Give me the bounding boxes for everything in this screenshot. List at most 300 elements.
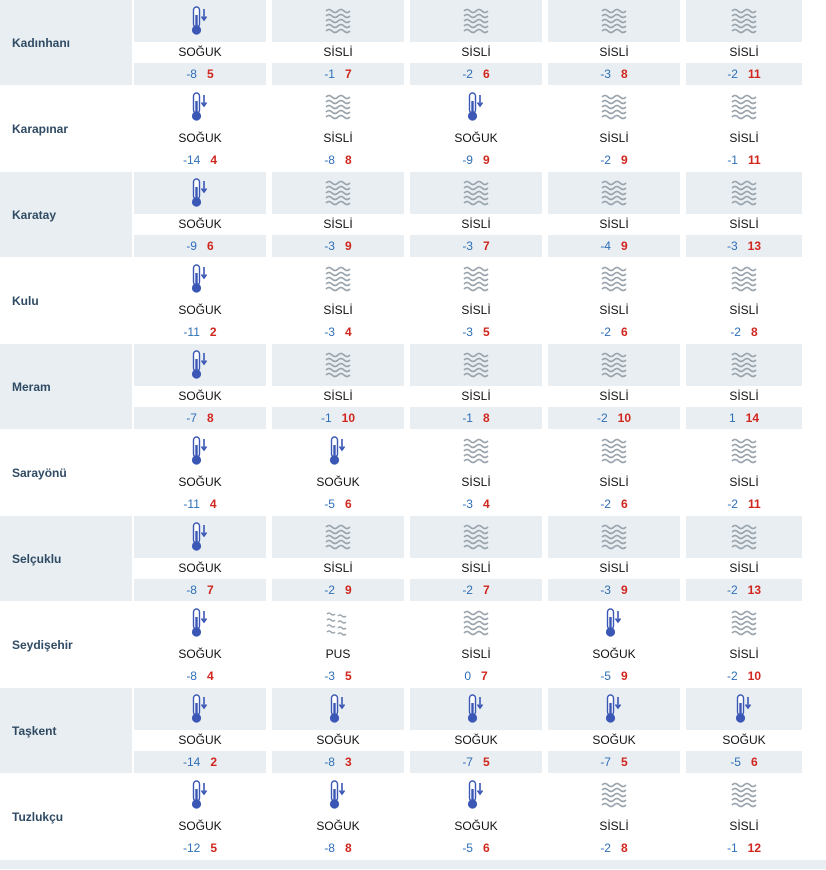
condition-label: SİSLİ (272, 558, 404, 580)
min-temp: 1 (728, 411, 736, 426)
condition-label: SİSLİ (548, 128, 680, 150)
min-temp: -9 (462, 153, 473, 168)
temperature-range (410, 665, 542, 687)
day-forecast-cell (410, 516, 548, 601)
fog-waves-icon (730, 352, 758, 378)
max-temp: 7 (482, 583, 490, 598)
temperature-range (134, 149, 266, 171)
day-forecast-cell (272, 86, 410, 171)
day-forecast-cell (548, 86, 686, 171)
max-temp: 9 (344, 239, 352, 254)
day-forecast-cell (548, 344, 686, 429)
condition-label: SİSLİ (410, 558, 542, 580)
day-forecast-cell (686, 774, 802, 859)
max-temp: 7 (481, 669, 488, 684)
max-temp: 7 (206, 583, 214, 598)
condition-label: SİSLİ (548, 42, 680, 64)
temperature-range (548, 579, 680, 601)
max-temp: 8 (482, 411, 490, 426)
max-temp: 9 (620, 669, 628, 684)
min-temp: -2 (462, 583, 473, 598)
thermometer-icon (328, 694, 348, 724)
day-forecast-cell (548, 0, 686, 85)
temperature-range (410, 407, 542, 429)
max-temp: 2 (210, 755, 218, 770)
max-temp: 8 (344, 841, 352, 856)
temperature-range (134, 837, 266, 859)
max-temp: 4 (209, 497, 217, 512)
day-forecast-cell (548, 172, 686, 257)
min-temp: -5 (324, 497, 335, 512)
min-temp: -2 (600, 497, 611, 512)
max-temp: 5 (482, 325, 490, 340)
condition-label: SOĞUK (134, 386, 266, 408)
district-name[interactable]: Sarayönü (0, 430, 134, 515)
min-temp: -2 (600, 153, 611, 168)
min-temp: -2 (727, 67, 738, 82)
temperature-range (272, 235, 404, 257)
min-temp: -3 (462, 497, 473, 512)
condition-label: SİSLİ (410, 386, 542, 408)
thermometer-icon (328, 780, 348, 810)
min-temp: -3 (600, 67, 611, 82)
district-name[interactable]: Karapınar (0, 86, 134, 171)
max-temp: 10 (747, 669, 762, 684)
temperature-range (686, 63, 802, 85)
min-temp: -1 (726, 841, 738, 856)
condition-label: SİSLİ (272, 386, 404, 408)
thermometer-icon (190, 694, 210, 724)
min-temp: -7 (600, 755, 611, 770)
min-temp: -2 (596, 411, 608, 426)
day-forecast-cell (410, 0, 548, 85)
condition-label: SİSLİ (686, 128, 802, 150)
day-forecast-cell (548, 688, 686, 773)
thermometer-icon (190, 522, 210, 552)
day-forecast-cell (410, 258, 548, 343)
temperature-range (134, 235, 266, 257)
fog-waves-icon (462, 610, 490, 636)
temperature-range (686, 321, 802, 343)
temperature-range (410, 149, 542, 171)
temperature-range (410, 63, 542, 85)
day-forecast-cell (134, 602, 272, 687)
day-forecast-cell (548, 774, 686, 859)
condition-label: SİSLİ (686, 42, 802, 64)
temperature-range (134, 493, 266, 515)
fog-waves-icon (324, 524, 352, 550)
min-temp: -8 (324, 755, 335, 770)
min-temp: -7 (462, 755, 473, 770)
fog-waves-icon (600, 266, 628, 292)
day-forecast-cell (548, 258, 686, 343)
min-temp: -2 (462, 67, 473, 82)
max-temp: 5 (482, 755, 490, 770)
min-temp: -8 (324, 841, 335, 856)
district-row (0, 0, 826, 86)
day-forecast-cell (272, 258, 410, 343)
min-temp: -2 (726, 583, 738, 598)
temperature-range (686, 493, 802, 515)
district-row (0, 86, 826, 172)
thermometer-icon (466, 92, 486, 122)
fog-waves-icon (600, 782, 628, 808)
temperature-range (548, 665, 680, 687)
condition-label: SOĞUK (548, 644, 680, 666)
temperature-range (410, 751, 542, 773)
min-temp: -2 (600, 841, 611, 856)
max-temp: 9 (620, 583, 628, 598)
temperature-range (548, 407, 680, 429)
condition-label: SİSLİ (410, 644, 542, 666)
min-temp: -1 (324, 67, 335, 82)
day-forecast-cell (686, 172, 802, 257)
max-temp: 6 (206, 239, 214, 254)
max-temp: 2 (209, 325, 217, 340)
district-name[interactable]: Karatay (0, 172, 134, 257)
fog-waves-icon (600, 94, 628, 120)
day-forecast-cell (686, 344, 802, 429)
temperature-range (134, 63, 266, 85)
fog-waves-icon (600, 352, 628, 378)
condition-label: SİSLİ (686, 816, 802, 838)
thermometer-icon (190, 436, 210, 466)
max-temp: 6 (482, 841, 490, 856)
fog-waves-icon (730, 266, 758, 292)
day-forecast-cell (272, 688, 410, 773)
thermometer-icon (328, 436, 348, 466)
max-temp: 5 (210, 841, 218, 856)
min-temp: -1 (320, 411, 332, 426)
day-forecast-cell (134, 0, 272, 85)
day-forecast-cell (134, 774, 272, 859)
temperature-range (134, 321, 266, 343)
day-forecast-cell (134, 430, 272, 515)
min-temp: -3 (462, 239, 473, 254)
temperature-range (548, 235, 680, 257)
district-row (0, 516, 826, 602)
condition-label: SİSLİ (548, 816, 680, 838)
max-temp: 9 (620, 153, 628, 168)
district-name[interactable]: Selçuklu (0, 516, 134, 601)
fog-waves-icon (462, 8, 490, 34)
min-temp: -8 (186, 583, 197, 598)
condition-label: SOĞUK (410, 730, 542, 752)
temperature-range (410, 493, 542, 515)
day-forecast-cell (410, 774, 548, 859)
temperature-range (410, 579, 542, 601)
district-name[interactable]: Meram (0, 344, 134, 429)
condition-label: SİSLİ (686, 386, 802, 408)
fog-waves-icon (324, 352, 352, 378)
min-temp: -4 (600, 239, 611, 254)
condition-label: SOĞUK (134, 42, 266, 64)
condition-label: SOĞUK (134, 816, 266, 838)
district-row (0, 688, 826, 774)
condition-label: SİSLİ (410, 214, 542, 236)
day-forecast-cell (272, 0, 410, 85)
max-temp: 13 (747, 239, 762, 254)
min-temp: -3 (462, 325, 473, 340)
temperature-range (686, 665, 802, 687)
max-temp: 13 (747, 583, 762, 598)
min-temp: -1 (727, 153, 738, 168)
condition-label: SİSLİ (686, 472, 802, 494)
district-row (0, 774, 826, 860)
day-forecast-cell (410, 172, 548, 257)
min-temp: -3 (324, 325, 335, 340)
min-temp: -9 (186, 239, 197, 254)
day-forecast-cell (686, 602, 802, 687)
temperature-range (410, 321, 542, 343)
condition-label: PUS (272, 644, 404, 666)
max-temp: 7 (344, 67, 352, 82)
min-temp: -12 (182, 841, 201, 856)
temperature-range (272, 63, 404, 85)
max-temp: 4 (344, 325, 352, 340)
temperature-range (272, 321, 404, 343)
max-temp: 7 (482, 239, 490, 254)
thermometer-icon (190, 6, 210, 36)
min-temp: -5 (730, 755, 741, 770)
max-temp: 8 (344, 153, 352, 168)
max-temp: 11 (747, 497, 761, 512)
condition-label: SOĞUK (272, 730, 404, 752)
district-name[interactable]: Taşkent (0, 688, 134, 773)
max-temp: 6 (620, 325, 628, 340)
condition-label: SİSLİ (686, 558, 802, 580)
thermometer-icon (190, 608, 210, 638)
fog-waves-icon (324, 180, 352, 206)
min-temp: 0 (464, 669, 471, 684)
condition-label: SİSLİ (272, 214, 404, 236)
max-temp: 8 (620, 67, 628, 82)
day-forecast-cell (548, 430, 686, 515)
max-temp: 4 (210, 153, 218, 168)
day-forecast-cell (686, 86, 802, 171)
day-forecast-cell (134, 688, 272, 773)
max-temp: 9 (620, 239, 628, 254)
condition-label: SİSLİ (686, 644, 802, 666)
temperature-range (410, 235, 542, 257)
min-temp: -14 (182, 755, 201, 770)
max-temp: 8 (620, 841, 628, 856)
day-forecast-cell (686, 0, 802, 85)
day-forecast-cell (134, 344, 272, 429)
temperature-range (686, 235, 802, 257)
condition-label: SİSLİ (272, 300, 404, 322)
max-temp: 12 (747, 841, 762, 856)
partial-row (0, 860, 826, 870)
temperature-range (686, 407, 802, 429)
temperature-range (686, 579, 802, 601)
min-temp: -8 (324, 153, 335, 168)
condition-label: SİSLİ (686, 214, 802, 236)
condition-label: SOĞUK (134, 300, 266, 322)
condition-label: SİSLİ (272, 42, 404, 64)
max-temp: 6 (750, 755, 758, 770)
condition-label: SİSLİ (410, 300, 542, 322)
max-temp: 6 (344, 497, 352, 512)
fog-waves-icon (324, 94, 352, 120)
max-temp: 6 (482, 67, 490, 82)
district-name[interactable]: Seydişehir (0, 602, 134, 687)
fog-waves-icon (730, 610, 758, 636)
temperature-range (272, 837, 404, 859)
thermometer-icon (604, 694, 624, 724)
thermometer-icon (466, 694, 486, 724)
min-temp: -3 (324, 239, 335, 254)
day-forecast-cell (548, 516, 686, 601)
max-temp: 11 (747, 153, 761, 168)
condition-label: SOĞUK (272, 816, 404, 838)
min-temp: -8 (186, 669, 197, 684)
condition-label: SİSLİ (548, 300, 680, 322)
temperature-range (548, 63, 680, 85)
temperature-range (548, 149, 680, 171)
district-row (0, 172, 826, 258)
condition-label: SİSLİ (548, 558, 680, 580)
temperature-range (548, 493, 680, 515)
condition-label: SOĞUK (134, 214, 266, 236)
fog-waves-icon (730, 94, 758, 120)
min-temp: -2 (727, 497, 738, 512)
temperature-range (686, 149, 802, 171)
condition-label: SİSLİ (686, 300, 802, 322)
max-temp: 8 (206, 411, 214, 426)
thermometer-icon (466, 780, 486, 810)
condition-label: SİSLİ (548, 386, 680, 408)
day-forecast-cell (272, 774, 410, 859)
min-temp: -2 (730, 325, 741, 340)
fog-waves-icon (600, 180, 628, 206)
fog-waves-icon (324, 266, 352, 292)
temperature-range (272, 751, 404, 773)
condition-label: SİSLİ (548, 214, 680, 236)
temperature-range (686, 751, 802, 773)
min-temp: -11 (183, 497, 200, 512)
condition-label: SİSLİ (272, 128, 404, 150)
fog-waves-icon (462, 438, 490, 464)
row-strip (0, 860, 826, 869)
day-forecast-cell (134, 86, 272, 171)
day-forecast-cell (548, 602, 686, 687)
min-temp: -11 (183, 325, 200, 340)
district-row (0, 344, 826, 430)
fog-waves-icon (730, 8, 758, 34)
max-temp: 3 (344, 755, 352, 770)
min-temp: -2 (324, 583, 335, 598)
min-temp: -8 (186, 67, 197, 82)
min-temp: -5 (462, 841, 473, 856)
max-temp: 14 (745, 411, 760, 426)
thermometer-icon (190, 178, 210, 208)
max-temp: 9 (482, 153, 490, 168)
temperature-range (134, 751, 266, 773)
district-row (0, 430, 826, 516)
district-name[interactable]: Tuzlukçu (0, 774, 134, 859)
district-name[interactable]: Kadınhanı (0, 0, 134, 85)
min-temp: -14 (182, 153, 201, 168)
fog-waves-icon (730, 180, 758, 206)
condition-label: SİSLİ (548, 472, 680, 494)
fog-waves-icon (462, 524, 490, 550)
fog-waves-icon (462, 180, 490, 206)
min-temp: -2 (726, 669, 738, 684)
day-forecast-cell (686, 430, 802, 515)
temperature-range (272, 493, 404, 515)
max-temp: 5 (206, 67, 214, 82)
condition-label: SOĞUK (686, 730, 802, 752)
min-temp: -7 (186, 411, 197, 426)
thermometer-icon (190, 780, 210, 810)
min-temp: -5 (600, 669, 611, 684)
fog-waves-icon (600, 438, 628, 464)
max-temp: 10 (341, 411, 356, 426)
fog-waves-icon (324, 8, 352, 34)
condition-label: SOĞUK (134, 472, 266, 494)
condition-label: SOĞUK (134, 644, 266, 666)
condition-label: SOĞUK (134, 730, 266, 752)
max-temp: 9 (344, 583, 352, 598)
fog-waves-icon (600, 8, 628, 34)
min-temp: -2 (600, 325, 611, 340)
day-forecast-cell (272, 172, 410, 257)
condition-label: SOĞUK (134, 558, 266, 580)
district-name[interactable]: Kulu (0, 258, 134, 343)
temperature-range (272, 149, 404, 171)
day-forecast-cell (686, 688, 802, 773)
temperature-range (134, 579, 266, 601)
temperature-range (134, 407, 266, 429)
district-row (0, 602, 826, 688)
fog-waves-icon (462, 266, 490, 292)
district-row (0, 258, 826, 344)
day-forecast-cell (686, 258, 802, 343)
min-temp: -3 (600, 583, 611, 598)
temperature-range (272, 665, 404, 687)
max-temp: 4 (206, 669, 214, 684)
fog-waves-icon (462, 352, 490, 378)
day-forecast-cell (410, 688, 548, 773)
thermometer-icon (604, 608, 624, 638)
temperature-range (410, 837, 542, 859)
condition-label: SİSLİ (410, 42, 542, 64)
day-forecast-cell (410, 86, 548, 171)
max-temp: 10 (617, 411, 632, 426)
day-forecast-cell (134, 258, 272, 343)
temperature-range (686, 837, 802, 859)
fog-waves-icon (730, 524, 758, 550)
day-forecast-cell (134, 516, 272, 601)
day-forecast-cell (410, 430, 548, 515)
min-temp: -3 (324, 669, 335, 684)
temperature-range (548, 751, 680, 773)
day-forecast-cell (272, 602, 410, 687)
temperature-range (272, 579, 404, 601)
min-temp: -3 (726, 239, 738, 254)
max-temp: 11 (747, 67, 761, 82)
condition-label: SOĞUK (410, 816, 542, 838)
thermometer-icon (734, 694, 754, 724)
day-forecast-cell (272, 516, 410, 601)
thermometer-icon (190, 264, 210, 294)
day-forecast-cell (686, 516, 802, 601)
day-forecast-cell (134, 172, 272, 257)
max-temp: 6 (620, 497, 628, 512)
day-forecast-cell (272, 344, 410, 429)
temperature-range (272, 407, 404, 429)
